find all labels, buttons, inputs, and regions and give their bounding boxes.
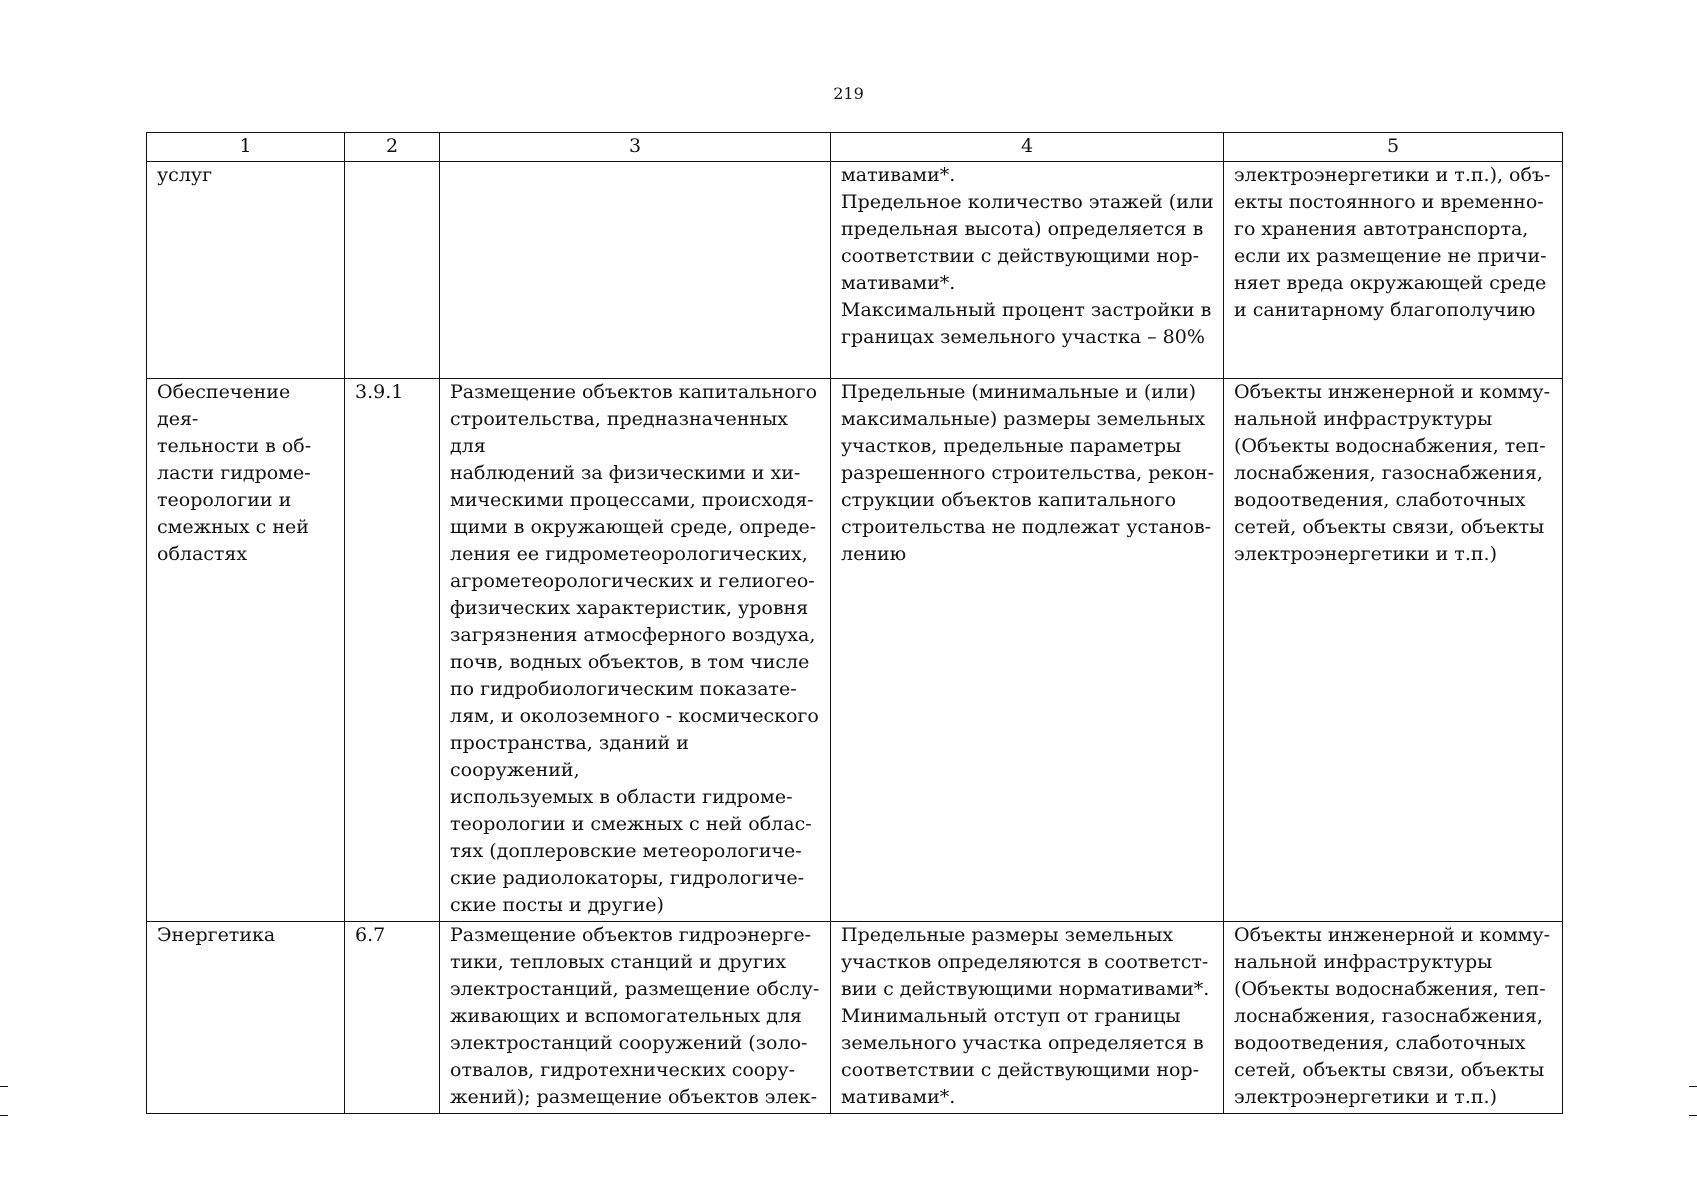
margin-mark — [0, 1115, 8, 1116]
use-code-cell — [345, 162, 440, 379]
header-col-3: 3 — [440, 133, 831, 162]
use-name-cell: услуг — [147, 162, 345, 379]
use-name-cell: Энергетика — [147, 922, 345, 1114]
header-col-4: 4 — [831, 133, 1224, 162]
auxiliary-uses-cell: Объекты инженерной и комму- нальной инфраструктуры (Объекты водоснабжения, теп- лоснабжения, газоснабжения, водоотведения, слаботочных сетей, объекты связи, объекты электроэнергетики и т.п.) — [1224, 922, 1563, 1114]
use-description-cell: Размещение объектов гидроэнерге- тики, тепловых станций и других электростанций, размещение обслу- живающих и вспомогательных для электростанций сооружений (золо- отвалов, гидротехнических соору- жений); размещение объектов элек- — [440, 922, 831, 1114]
use-description-cell — [440, 162, 831, 379]
use-code-cell: 3.9.1 — [345, 379, 440, 922]
page-number: 219 — [833, 84, 864, 103]
use-description-cell: Размещение объектов капитального строительства, предназначенных для наблюдений за физическими и хи- мическими процессами, происходя- щими в окружающей среде, опреде- ления ее гидрометеорологических, агрометеорологических и гелиогео- физических характеристик, уровня загрязнения атмосферного воздуха, почв, водных объектов, в том числе по гидробиологическим показате- лям, и околоземного - космического пространства, зданий и сооружений, используемых в области гидроме- теорологии и смежных с ней облас- тях (доплеровские метеорологиче- ские радиолокаторы, гидрологиче- ские посты и другие) — [440, 379, 831, 922]
header-row — [147, 133, 1563, 162]
margin-mark — [1689, 1086, 1697, 1087]
zoning-table — [146, 132, 1563, 1114]
table-row — [147, 922, 1563, 1114]
auxiliary-uses-cell: Объекты инженерной и комму- нальной инфраструктуры (Объекты водоснабжения, теп- лоснабжения, газоснабжения, водоотведения, слаботочных сетей, объекты связи, объекты электроэнергетики и т.п.) — [1224, 379, 1563, 922]
header-col-1: 1 — [147, 133, 345, 162]
use-name-cell: Обеспечение дея- тельности в об- ласти гидроме- теорологии и смежных с ней областях — [147, 379, 345, 922]
use-code-cell: 6.7 — [345, 922, 440, 1114]
margin-mark — [1689, 1115, 1697, 1116]
table-row — [147, 379, 1563, 922]
margin-mark — [0, 1086, 8, 1087]
parameters-cell: Предельные размеры земельных участков определяются в соответст- вии с действующими нормативами*. Минимальный отступ от границы земельного участка определяется в соответствии с действующими нор- мативами*. — [831, 922, 1224, 1114]
auxiliary-uses-cell: электроэнергетики и т.п.), объ- екты постоянного и временно- го хранения автотранспорта, если их размещение не причи- няет вреда окружающей среде и санитарному благополучию — [1224, 162, 1563, 379]
table-row — [147, 162, 1563, 379]
header-col-5: 5 — [1224, 133, 1563, 162]
header-col-2: 2 — [345, 133, 440, 162]
parameters-cell: Предельные (минимальные и (или) максимальные) размеры земельных участков, предельные параметры разрешенного строительства, рекон- струкции объектов капитального строительства не подлежат установ- лению — [831, 379, 1224, 922]
parameters-cell: мативами*. Предельное количество этажей (или предельная высота) определяется в соответствии с действующими нор- мативами*. Максимальный процент застройки в границах земельного участка – 80% — [831, 162, 1224, 379]
